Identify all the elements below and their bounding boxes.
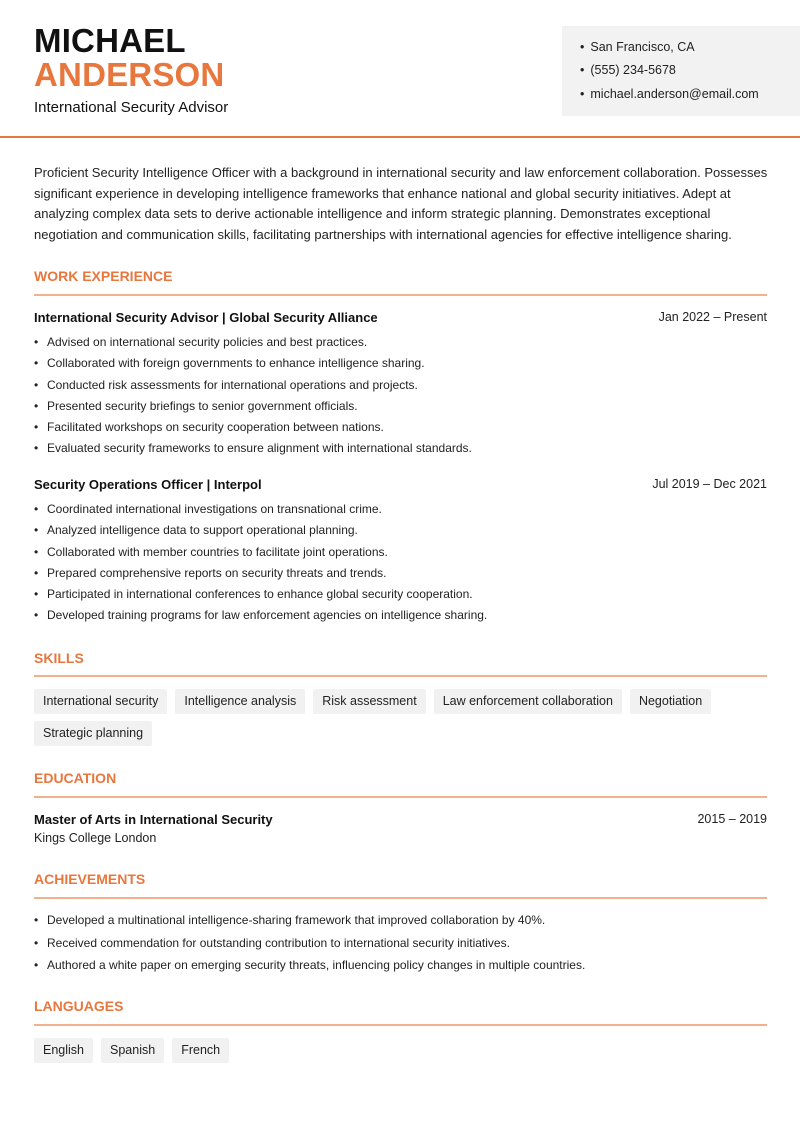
- education-school: Kings College London: [34, 831, 157, 845]
- language-chip: Spanish: [101, 1038, 164, 1063]
- first-name: MICHAEL: [34, 22, 186, 59]
- contact-email[interactable]: • michael.anderson@email.com: [580, 87, 759, 101]
- list-item: • Evaluated security frameworks to ensure alignment with international standards.: [34, 438, 767, 459]
- list-item: • Participated in international conferences to enhance global security cooperation.: [34, 584, 767, 605]
- job-entry-dates: Jan 2022 – Present: [658, 310, 767, 324]
- list-item: • Collaborated with foreign governments to enhance intelligence sharing.: [34, 353, 767, 374]
- achievements-list: [34, 909, 774, 977]
- skill-chip: Strategic planning: [34, 721, 152, 746]
- list-item: • Developed training programs for law enforcement agencies on intelligence sharing.: [34, 605, 767, 626]
- job-entry-dates: Jul 2019 – Dec 2021: [652, 477, 767, 491]
- language-chip: English: [34, 1038, 93, 1063]
- job-entry-bullets: [34, 332, 767, 460]
- job-title: International Security Advisor: [34, 99, 229, 116]
- section-title-education: EDUCATION: [34, 770, 117, 786]
- section-title-achievements: ACHIEVEMENTS: [34, 871, 146, 887]
- list-item: • Conducted risk assessments for international operations and projects.: [34, 375, 767, 396]
- resume-header: [0, 0, 800, 138]
- section-divider: [34, 897, 767, 899]
- contact-phone: • (555) 234-5678: [580, 63, 676, 77]
- section-divider: [34, 1024, 767, 1026]
- skill-chip: Law enforcement collaboration: [434, 689, 622, 714]
- list-item: • Analyzed intelligence data to support operational planning.: [34, 520, 767, 541]
- skill-chip: International security: [34, 689, 167, 714]
- languages-list: [34, 1038, 774, 1063]
- education-dates: 2015 – 2019: [697, 812, 767, 826]
- contact-box: [562, 26, 800, 116]
- section-divider: [34, 796, 767, 798]
- list-item: • Prepared comprehensive reports on security threats and trends.: [34, 563, 767, 584]
- job-entry-title: Security Operations Officer | Interpol: [34, 477, 262, 492]
- section-divider: [34, 294, 767, 296]
- section-divider: [34, 675, 767, 677]
- list-item: • Authored a white paper on emerging security threats, influencing policy changes in multiple countries.: [34, 954, 774, 977]
- list-item: • Coordinated international investigations on transnational crime.: [34, 499, 767, 520]
- skills-list: [34, 689, 774, 746]
- last-name: ANDERSON: [34, 56, 225, 93]
- language-chip: French: [172, 1038, 229, 1063]
- list-item: • Received commendation for outstanding contribution to international security initiatives.: [34, 932, 774, 955]
- section-title-skills: SKILLS: [34, 650, 84, 666]
- list-item: • Presented security briefings to senior government officials.: [34, 396, 767, 417]
- education-degree: Master of Arts in International Security: [34, 812, 273, 827]
- skill-chip: Intelligence analysis: [175, 689, 305, 714]
- list-item: • Facilitated workshops on security cooperation between nations.: [34, 417, 767, 438]
- professional-summary: Proficient Security Intelligence Officer with a background in international security and law enforcement collaboration. Possesses significant experience in developing intelligence frameworks that enhance national and global security initiatives. Adept at analyzing complex data sets to derive actionable intelligence and inform strategic planning. Demonstrates exceptional negotiation and communication skills, facilitating partnerships with international agencies for effective intelligence sharing.: [34, 165, 768, 243]
- section-title-languages: LANGUAGES: [34, 998, 124, 1014]
- list-item: • Developed a multinational intelligence-sharing framework that improved collaboration by 40%.: [34, 909, 774, 932]
- section-title-work-experience: WORK EXPERIENCE: [34, 268, 173, 284]
- list-item: • Advised on international security policies and best practices.: [34, 332, 767, 353]
- contact-location: • San Francisco, CA: [580, 40, 695, 54]
- list-item: • Collaborated with member countries to facilitate joint operations.: [34, 542, 767, 563]
- job-entry-title: International Security Advisor | Global Security Alliance: [34, 310, 378, 325]
- job-entry-bullets: [34, 499, 767, 627]
- skill-chip: Risk assessment: [313, 689, 425, 714]
- skill-chip: Negotiation: [630, 689, 711, 714]
